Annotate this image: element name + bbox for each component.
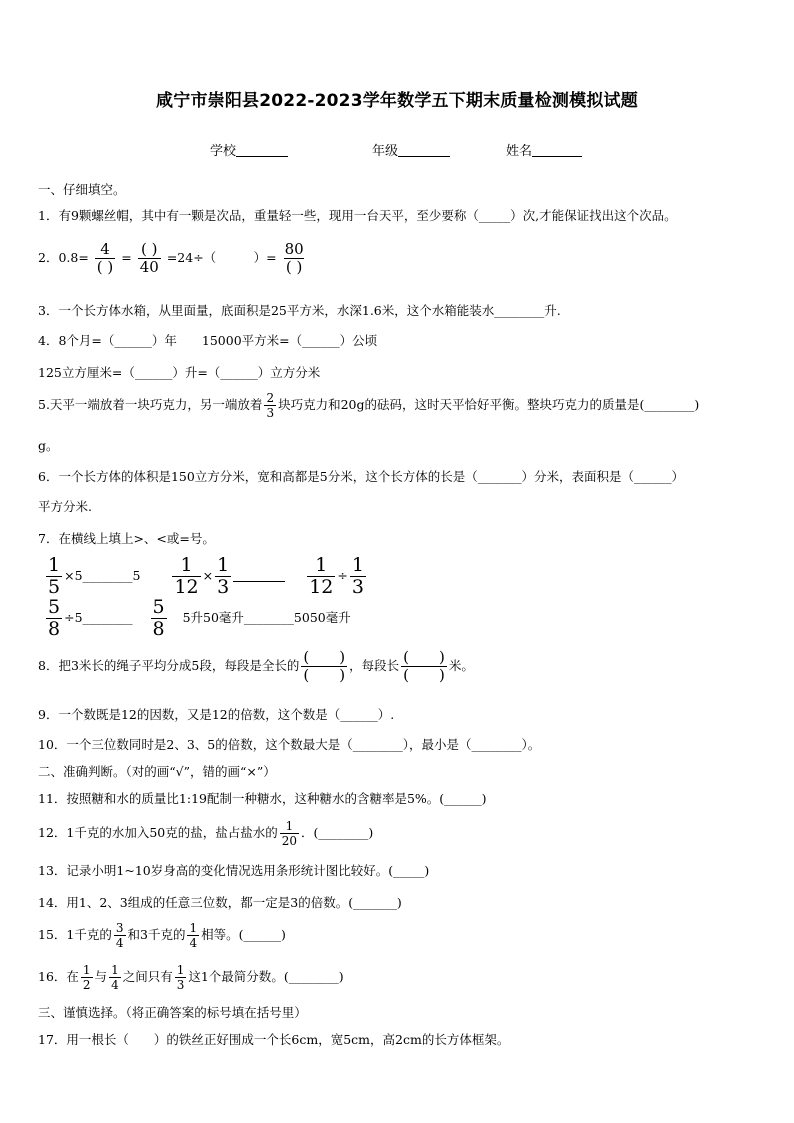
- name-blank[interactable]: [532, 142, 582, 157]
- question-3: 3．一个长方体水箱，从里面量，底面积是25平方米，水深1.6米，这个水箱能装水________升.: [38, 303, 561, 318]
- q7-c-den: 3: [217, 576, 230, 598]
- q5-prefix: 5.天平一端放着一块巧克力，另一端放着: [38, 397, 263, 412]
- question-6-line-2: 平方分米.: [38, 499, 92, 514]
- q2-f1-num: 4: [100, 240, 110, 258]
- question-17: 17．用一根长（ ）的铁丝正好围成一个长6cm，宽5cm，高2cm的长方体框架。: [38, 1032, 510, 1047]
- q7-b-op: ×: [202, 568, 214, 583]
- grade-field: [372, 140, 450, 159]
- q15-g-num: 1: [189, 921, 198, 935]
- q12-fraction: [280, 820, 299, 847]
- q2-fraction-1: [95, 242, 115, 275]
- question-8: [38, 650, 474, 683]
- q15-f-den: 4: [115, 936, 124, 950]
- question-16: [38, 964, 344, 991]
- q16-mid2: 之间只有: [122, 969, 173, 984]
- q5-f-num: 2: [266, 391, 275, 405]
- q8-g-num: ( ): [403, 648, 445, 666]
- q16-suffix: 这1个最简分数。(________): [188, 969, 344, 984]
- q7-e-den: 3: [351, 576, 364, 598]
- q7-frac-f: [46, 598, 62, 639]
- q2-f1-den: ( ): [96, 258, 114, 276]
- q16-fraction-3: [175, 964, 187, 991]
- q8-prefix: 8．把3米长的绳子平均分成5段，每段是全长的: [38, 658, 300, 673]
- q8-mid: ，每段长: [349, 658, 400, 673]
- q7-g-den: 8: [152, 618, 165, 640]
- question-4-line-2: 125立方厘米=（______）升=（______）立方分米: [38, 365, 321, 380]
- q8-g-den: ( ): [403, 666, 445, 684]
- q16-a-den: 2: [82, 978, 91, 992]
- q16-fraction-2: [109, 964, 121, 991]
- q7-frac-e: [350, 556, 366, 597]
- q16-c-den: 3: [176, 978, 185, 992]
- section-1-heading: 一、仔细填空。: [38, 182, 126, 197]
- q7-blank-1[interactable]: [233, 568, 285, 582]
- q15-fraction-2: [187, 922, 199, 949]
- question-11: 11．按照糖和水的质量比1:19配制一种糖水，这种糖水的含糖率是5%。(______): [38, 791, 487, 806]
- q7-b-num: 1: [180, 554, 193, 576]
- q2-eq1: =: [121, 250, 132, 265]
- school-label: 学校: [210, 144, 237, 159]
- q2-f2-den: 40: [139, 258, 159, 276]
- q8-fraction-1: [301, 650, 347, 683]
- q7-c-num: 1: [217, 554, 230, 576]
- q7-e-num: 1: [351, 554, 364, 576]
- q2-fraction-2: [138, 242, 161, 275]
- question-5-line-2: g。: [38, 438, 59, 453]
- q2-prefix: 2．0.8=: [38, 250, 89, 265]
- q5-fraction: [264, 392, 276, 419]
- q2-f2-num: ( ): [141, 240, 158, 258]
- q7-frac-g: [151, 598, 167, 639]
- question-10: 10．一个三位数同时是2、3、5的倍数，这个数最大是（________），最小是（________）。: [38, 737, 541, 752]
- question-14: 14．用1、2、3组成的任意三位数，都一定是3的倍数。(_______): [38, 895, 402, 910]
- q7-f-suffix: ÷5________: [64, 610, 133, 625]
- question-5: [38, 392, 699, 419]
- name-field: [506, 140, 582, 159]
- question-15: [38, 922, 286, 949]
- q16-a-num: 1: [82, 963, 91, 977]
- page-title: 咸宁市崇阳县2022-2023学年数学五下期末质量检测模拟试题: [156, 91, 638, 111]
- q7-b-den: 12: [174, 576, 199, 598]
- question-7-title: 7．在横线上填上>、<或=号。: [38, 531, 215, 546]
- q12-prefix: 12．1千克的水加入50克的盐，盐占盐水的: [38, 825, 278, 840]
- question-7-row-2: [44, 598, 351, 639]
- q16-b-den: 4: [111, 978, 119, 992]
- q7-a-num: 1: [48, 554, 61, 576]
- grade-blank[interactable]: [398, 142, 450, 157]
- school-blank[interactable]: [236, 142, 288, 157]
- q7-frac-a: [46, 556, 62, 597]
- q2-f3-num: 80: [284, 240, 304, 258]
- q5-f-den: 3: [266, 406, 275, 420]
- q7-d-den: 12: [309, 576, 334, 598]
- q15-f-num: 3: [115, 921, 124, 935]
- q12-suffix: ．(________): [301, 825, 374, 840]
- q7-frac-d: [307, 556, 335, 597]
- q7-d-op: ÷: [337, 568, 348, 583]
- q2-mid: =24÷（ ）=: [166, 250, 277, 265]
- q7-g-num: 5: [152, 596, 165, 618]
- q2-fraction-3: [283, 242, 306, 275]
- question-2: [38, 242, 308, 275]
- question-1: 1．有9颗螺丝帽，其中有一颗是次品，重量轻一些，现用一台天平，至少要称（_____）次,才能保证找出这个次品。: [38, 208, 677, 223]
- q7-f-num: 5: [48, 596, 61, 618]
- question-7-row-1: [44, 556, 368, 597]
- q12-f-den: 20: [281, 834, 298, 848]
- q7-f-den: 8: [48, 618, 61, 640]
- q2-f3-den: ( ): [285, 258, 303, 276]
- q16-mid1: 与: [94, 969, 108, 984]
- q7-a-den: 5: [48, 576, 61, 598]
- question-4-line-1: 4．8个月=（______）年 15000平方米=（______）公顷: [38, 333, 378, 348]
- q7-h-text: 5升50毫升________5050毫升: [182, 610, 351, 625]
- question-9: 9．一个数既是12的因数，又是12的倍数，这个数是（______）.: [38, 707, 395, 722]
- q8-fraction-2: [401, 650, 447, 683]
- section-2-heading: 二、准确判断。（对的画“√”，错的画“×”）: [38, 764, 276, 779]
- q8-suffix: 米。: [448, 658, 474, 673]
- school-field: [210, 140, 288, 159]
- q7-frac-b: [172, 556, 200, 597]
- q5-suffix: 块巧克力和20g的砝码，这时天平恰好平衡。整块巧克力的质量是(________): [278, 397, 700, 412]
- question-6-line-1: 6．一个长方体的体积是150立方分米，宽和高都是5分米，这个长方体的长是（_______）分米，表面积是（______）: [38, 469, 685, 484]
- q7-d-num: 1: [315, 554, 328, 576]
- grade-label: 年级: [372, 144, 399, 159]
- q16-b-num: 1: [111, 963, 119, 977]
- q16-prefix: 16．在: [38, 969, 79, 984]
- q8-f-num: ( ): [303, 648, 346, 666]
- q16-c-num: 1: [176, 963, 185, 977]
- q8-f-den: ( ): [303, 666, 346, 684]
- question-12: [38, 820, 373, 847]
- q15-mid: 和3千克的: [127, 927, 186, 942]
- q15-g-den: 4: [189, 936, 198, 950]
- q7-a-suffix: ×5________5: [64, 568, 141, 583]
- q15-fraction-1: [114, 922, 126, 949]
- q16-fraction-1: [81, 964, 93, 991]
- question-13: 13．记录小明1~10岁身高的变化情况选用条形统计图比较好。(_____): [38, 863, 430, 878]
- section-3-heading: 三、谨慎选择。（将正确答案的标号填在括号里）: [38, 1005, 307, 1020]
- q15-suffix: 相等。(______): [201, 927, 286, 942]
- name-label: 姓名: [506, 144, 533, 159]
- q7-frac-c: [215, 556, 231, 597]
- q12-f-num: 1: [285, 819, 294, 833]
- q15-prefix: 15．1千克的: [38, 927, 112, 942]
